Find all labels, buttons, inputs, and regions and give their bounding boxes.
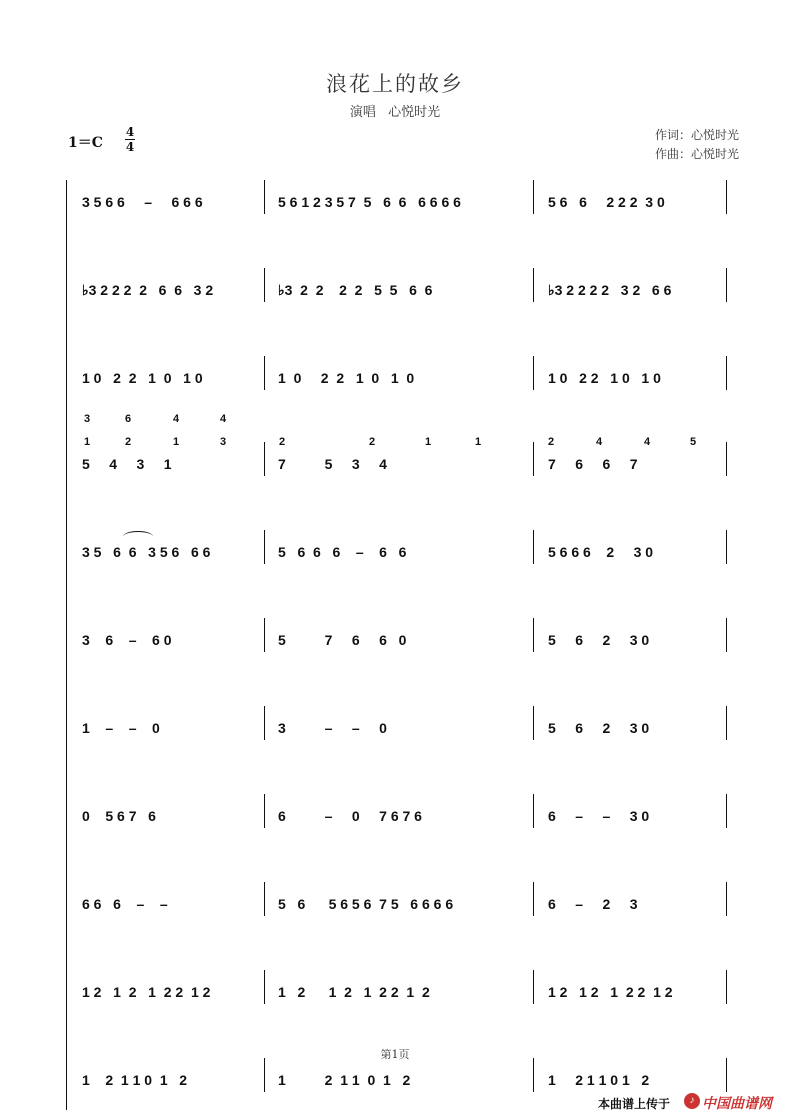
- measure: ♭3 2 2 2 2 5 5 6 6: [278, 282, 433, 298]
- measure: 1 0 2 2 1 0 1 0: [548, 370, 661, 386]
- bar-line: [533, 794, 534, 828]
- measure: 1 2 1 1 0 1 2: [82, 1072, 188, 1088]
- bar-line: [726, 442, 727, 476]
- singer-label: 演唱: [349, 105, 376, 120]
- measure: 5 4 3 1: [82, 456, 172, 472]
- measure: 5 6 2 3 0: [548, 632, 650, 648]
- bar-line: [726, 530, 727, 564]
- bar-line: [726, 356, 727, 390]
- measure: 1 2 1 2 1 2 2 1 2: [278, 984, 430, 1000]
- measure: 3 6 – 6 0: [82, 632, 172, 648]
- page-number: 第1页: [380, 1048, 410, 1061]
- measure: 0 5 6 7 6: [82, 808, 156, 824]
- time-signature: [124, 125, 136, 154]
- notation-row: [78, 278, 738, 302]
- bar-line: [264, 180, 265, 214]
- notation-row: [78, 540, 738, 564]
- bar-line: [726, 268, 727, 302]
- bar-line: [726, 1058, 727, 1092]
- bar-line: [264, 1058, 265, 1092]
- bar-line: [264, 530, 265, 564]
- chord-note: 4: [644, 436, 651, 448]
- chord-note: 2: [548, 436, 555, 448]
- chord-note: 3: [84, 413, 91, 425]
- bar-line: [726, 180, 727, 214]
- composer-credit: 作曲：心悦时光: [655, 147, 740, 161]
- measure: 6 – – 3 0: [548, 808, 650, 824]
- time-bottom: 4: [125, 140, 135, 154]
- chord-note: 1: [475, 436, 482, 448]
- bar-line: [533, 618, 534, 652]
- notation-row: [78, 452, 738, 476]
- lyricist-credit: 作词：心悦时光: [655, 128, 740, 142]
- measure: 5 6 5 6 5 6 7 5 6 6 6 6: [278, 896, 454, 912]
- chord-note: 6: [125, 413, 132, 425]
- chord-note: 2: [369, 436, 376, 448]
- measure: 1 2 1 2 1 2 2 1 2: [82, 984, 211, 1000]
- measure: 5 6 1 2 3 5 7 5 6 6 6 6 6 6: [278, 194, 461, 210]
- site-name: 中国曲谱网: [702, 1095, 772, 1111]
- bar-line: [726, 706, 727, 740]
- bar-line: [726, 794, 727, 828]
- notation-row: [78, 1068, 738, 1092]
- notation-row: [78, 804, 738, 828]
- bar-line: [264, 442, 265, 476]
- singer-line: [0, 101, 790, 120]
- bar-line: [533, 706, 534, 740]
- measure: 7 5 3 4: [278, 456, 387, 472]
- bar-line: [264, 618, 265, 652]
- measure: ♭3 2 2 2 2 3 2 6 6: [548, 282, 672, 298]
- measure: 5 6 6 2 2 2 3 0: [548, 194, 665, 210]
- bar-line: [533, 530, 534, 564]
- bar-line: [533, 882, 534, 916]
- measure: 3 5 6 6 – 6 6 6: [82, 194, 203, 210]
- key-signature: 1＝C: [68, 135, 103, 151]
- chord-note: 4: [596, 436, 603, 448]
- bar-line: [264, 794, 265, 828]
- measure: 5 6 6 6 – 6 6: [278, 544, 407, 560]
- notation-row: [78, 628, 738, 652]
- bar-line: [264, 970, 265, 1004]
- bar-line: [264, 268, 265, 302]
- measure: 1 2 1 1 0 1 2: [278, 1072, 411, 1088]
- bar-line: [533, 180, 534, 214]
- bar-line: [726, 882, 727, 916]
- system-start-line: [66, 180, 67, 1110]
- measure: 1 – – 0: [82, 720, 160, 736]
- chord-note: 1: [173, 436, 180, 448]
- measure: 7 6 6 7: [548, 456, 638, 472]
- chord-note: 4: [220, 413, 227, 425]
- chord-note: 2: [279, 436, 286, 448]
- song-title: 浪花上的故乡: [326, 72, 464, 96]
- notation-row: [78, 716, 738, 740]
- notation-row: [78, 980, 738, 1004]
- bar-line: [533, 356, 534, 390]
- bar-line: [726, 970, 727, 1004]
- bar-line: [264, 882, 265, 916]
- measure: 3 5 6 6 3 5 6 6 6: [82, 544, 211, 560]
- upload-text: 本曲谱上传于: [598, 1097, 671, 1111]
- notation-row: [78, 190, 738, 214]
- bar-line: [533, 268, 534, 302]
- measure: 1 2 1 1 0 1 2: [548, 1072, 650, 1088]
- chord-note: 2: [125, 436, 132, 448]
- measure: 5 7 6 6 0: [278, 632, 407, 648]
- bar-line: [533, 970, 534, 1004]
- time-top: 4: [125, 125, 135, 139]
- measure: ♭3 2 2 2 2 6 6 3 2: [82, 282, 214, 298]
- bar-line: [264, 356, 265, 390]
- chord-note: 3: [220, 436, 227, 448]
- measure: 1 2 1 2 1 2 2 1 2: [548, 984, 673, 1000]
- measure: 1 0 2 2 1 0 1 0: [82, 370, 203, 386]
- measure: 1 0 2 2 1 0 1 0: [278, 370, 415, 386]
- chord-note: 1: [425, 436, 432, 448]
- site-logo-icon: ♪: [684, 1093, 700, 1109]
- notation-row: [78, 892, 738, 916]
- bar-line: [726, 618, 727, 652]
- bar-line: [533, 442, 534, 476]
- bar-line: [264, 706, 265, 740]
- measure: 5 6 2 3 0: [548, 720, 650, 736]
- chord-note: 4: [173, 413, 180, 425]
- measure: 3 – – 0: [278, 720, 387, 736]
- singer-name: 心悦时光: [388, 105, 441, 120]
- measure: 6 – 0 7 6 7 6: [278, 808, 422, 824]
- chord-note: 1: [84, 436, 91, 448]
- notation-row: [78, 366, 738, 390]
- bar-line: [533, 1058, 534, 1092]
- measure: 6 – 2 3: [548, 896, 638, 912]
- measure: 5 6 6 6 2 3 0: [548, 544, 654, 560]
- measure: 6 6 6 – –: [82, 896, 168, 912]
- chord-note: 5: [690, 436, 697, 448]
